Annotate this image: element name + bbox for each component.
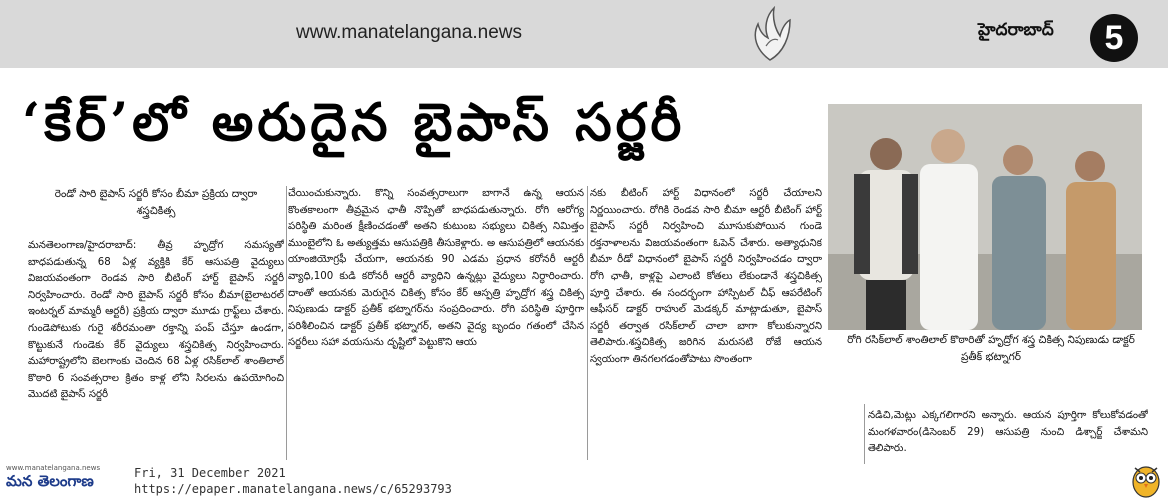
footer-meta <box>134 465 452 497</box>
article-column-2 <box>288 186 584 460</box>
column-text: నకు బీటింగ్ హార్ట్ విధానంలో సర్జరీ చేయాలని నిర్ణయించారు. రోగికి రెండవ సారి బీమా ఆర్టరీ బీటింగ్ హార్ట్ బైపాస్ సర్జరీ నిర్వహించి మూసుకుపోయిన గుండె రక్తనాళాలను విజయవంతంగా ఓపెన్ చేశారు. అత్యాధునిక బీమా రీడో విధానంలో బైపాస్ సర్జరీ నిర్వహించడం ద్వారా రోగి ఛాతీ, కాళ్లపై ఎలాంటి కోతలు లేకుండానే శస్త్రచికిత్స పూర్తి చేశారు. ఈ సందర్భంగా హాస్పిటల్ చీఫ్ ఆపరేటింగ్ ఆఫీసర్ డాక్టర్ రాహుల్ మెడక్కర్ మాట్లాడుతూ, బైపాస్ సర్జరీ తర్వాత రసిక్‌లాల్ చాలా బాగా కోలుకున్నారని తెలిపారు.శస్త్రచికిత్స జరిగిన మరుసటి రోజే ఆయన స్వయంగా తినగలగడంతోపాటు సొంతంగా <box>590 188 822 365</box>
city-label: హైదరాబాద్ <box>978 20 1054 40</box>
column-text: మనతెలంగాణ/హైదరాబాద్: తీవ్ర హృద్రోగ సమస్యతో బాధపడుతున్న 68 ఏళ్ల వ్యక్తికి కేర్ ఆసుపత్రి వైద్యులు విజయవంతంగా రెండవ సారి బీటింగ్ హార్ట్ బైపాస్ సర్జరీ నిర్వహించారు. రెండో సారి బైపాస్ సర్జరీ కోసం బీమా(బైలాటరల్ ఇంటర్నల్ మామ్మరీ ఆర్టరీ) ప్రక్రియ ద్వారా మూడు గ్రాఫ్ట్‌లు చేశారు. గుండెపోటుకు గురై శరీరమంతా రక్తాన్ని పంప్ చేస్తూ ఉండగా, కొట్టుకునే గుండెకు కేర్ వైద్యులు శస్త్రచికిత్స నిర్వహించారు. మహారాష్ట్రలోని బెలగాంకు చెందిన 68 ఏళ్ల రసిక్‌లాల్ శాంతిలాల్ కొఠారి 6 సంవత్సరాల క్రితం కాళ్ల లోని సిరలను ఉపయోగించి మొదటి బైపాస్ సర్జరీ <box>28 240 284 401</box>
epaper-link[interactable]: https://epaper.manatelangana.news/c/65293793 <box>134 482 452 496</box>
column-divider <box>864 404 865 464</box>
footer-brand-logo[interactable] <box>6 464 130 498</box>
article-column-4 <box>868 408 1148 464</box>
page-number-badge: 5 <box>1090 14 1138 62</box>
owl-icon <box>1130 462 1162 498</box>
photo-caption: రోగి రసిక్‌లాల్ శాంతిలాల్ కొఠారితో హృద్రోగ శస్త్ర చికిత్స నిపుణుడు డాక్టర్ ప్రతీక్ భట్నాగర్ <box>847 334 1135 363</box>
people-photo-icon <box>828 104 1142 330</box>
article-subhead: రెండో సారి బైపాస్ సర్జరీ కోసం బీమా ప్రక్రియ ద్వారా శస్త్రచికిత్స <box>54 188 258 217</box>
site-url[interactable]: www.manatelangana.news <box>296 22 523 43</box>
column-divider <box>587 186 588 460</box>
publication-date: Fri, 31 December 2021 <box>134 466 286 480</box>
page-header <box>0 0 1168 68</box>
hands-logo-icon <box>746 6 794 62</box>
article-column-1 <box>28 238 284 460</box>
column-text: నడిచి,మెట్లు ఎక్కగలిగారని అన్నారు. ఆయన పూర్తిగా కోలుకోవడంతో మంగళవారం(డిసెంబర్ 29) ఆసుపత్రి నుంచి డిశ్చార్జ్ చేశామని తెలిపారు. <box>868 410 1148 455</box>
brand-name: మన తెలంగాణ <box>6 472 94 490</box>
column-text: చేయించుకున్నారు. కొన్ని సంవత్సరాలుగా బాగానే ఉన్న ఆయన కొంతకాలంగా తీవ్రమైన ఛాతీ నొప్పితో బాధపడుతున్నారు. రోగి ఆరోగ్య పరిస్థితి మరింత క్షీణించడంతో అతని కుటుంబ సభ్యులు చికిత్స నిమిత్తం ముంబైలోని ఓ అత్యుత్తమ ఆసుపత్రికి తీసుకెళ్లారు. అ ఆసుపత్రిలో ఆయనకు యాంజియోగ్రఫీ చేయగా, ఆయనకు 90 ఎడమ ప్రధాన కరోనరీ ఆర్టరీ వ్యాధి,100 కుడి కరోనరీ ఆర్టరీ వ్యాధిని ఉన్నట్లు వైద్యులు నిర్ధారించారు. దాంతో ఆయనకు మెరుగైన చికిత్స కోసం కేర్ ఆస్పత్రి హృద్రోగ శస్త్ర చికిత్స నిపుణుడు డాక్టర్ ప్రతీక్ భట్నాగర్‌ను సంప్రదించారు. రోగి పరిస్థితి పూర్తిగా పరిశీలించిన డాక్టర్ ప్రతీక్ భట్నాగర్, అతని వైద్య బృందం గతంలో చేసిన సర్జరీలు సహా వయసును దృష్టిలో పెట్టుకొని ఆయ <box>288 188 584 349</box>
news-photo <box>828 104 1142 330</box>
brand-site: www.manatelangana.news <box>6 464 101 472</box>
article-column-3 <box>590 186 822 460</box>
column-divider <box>286 186 287 460</box>
headline: ‘కేర్’లో అరుదైన బైపాస్ సర్జరీ <box>22 92 686 153</box>
